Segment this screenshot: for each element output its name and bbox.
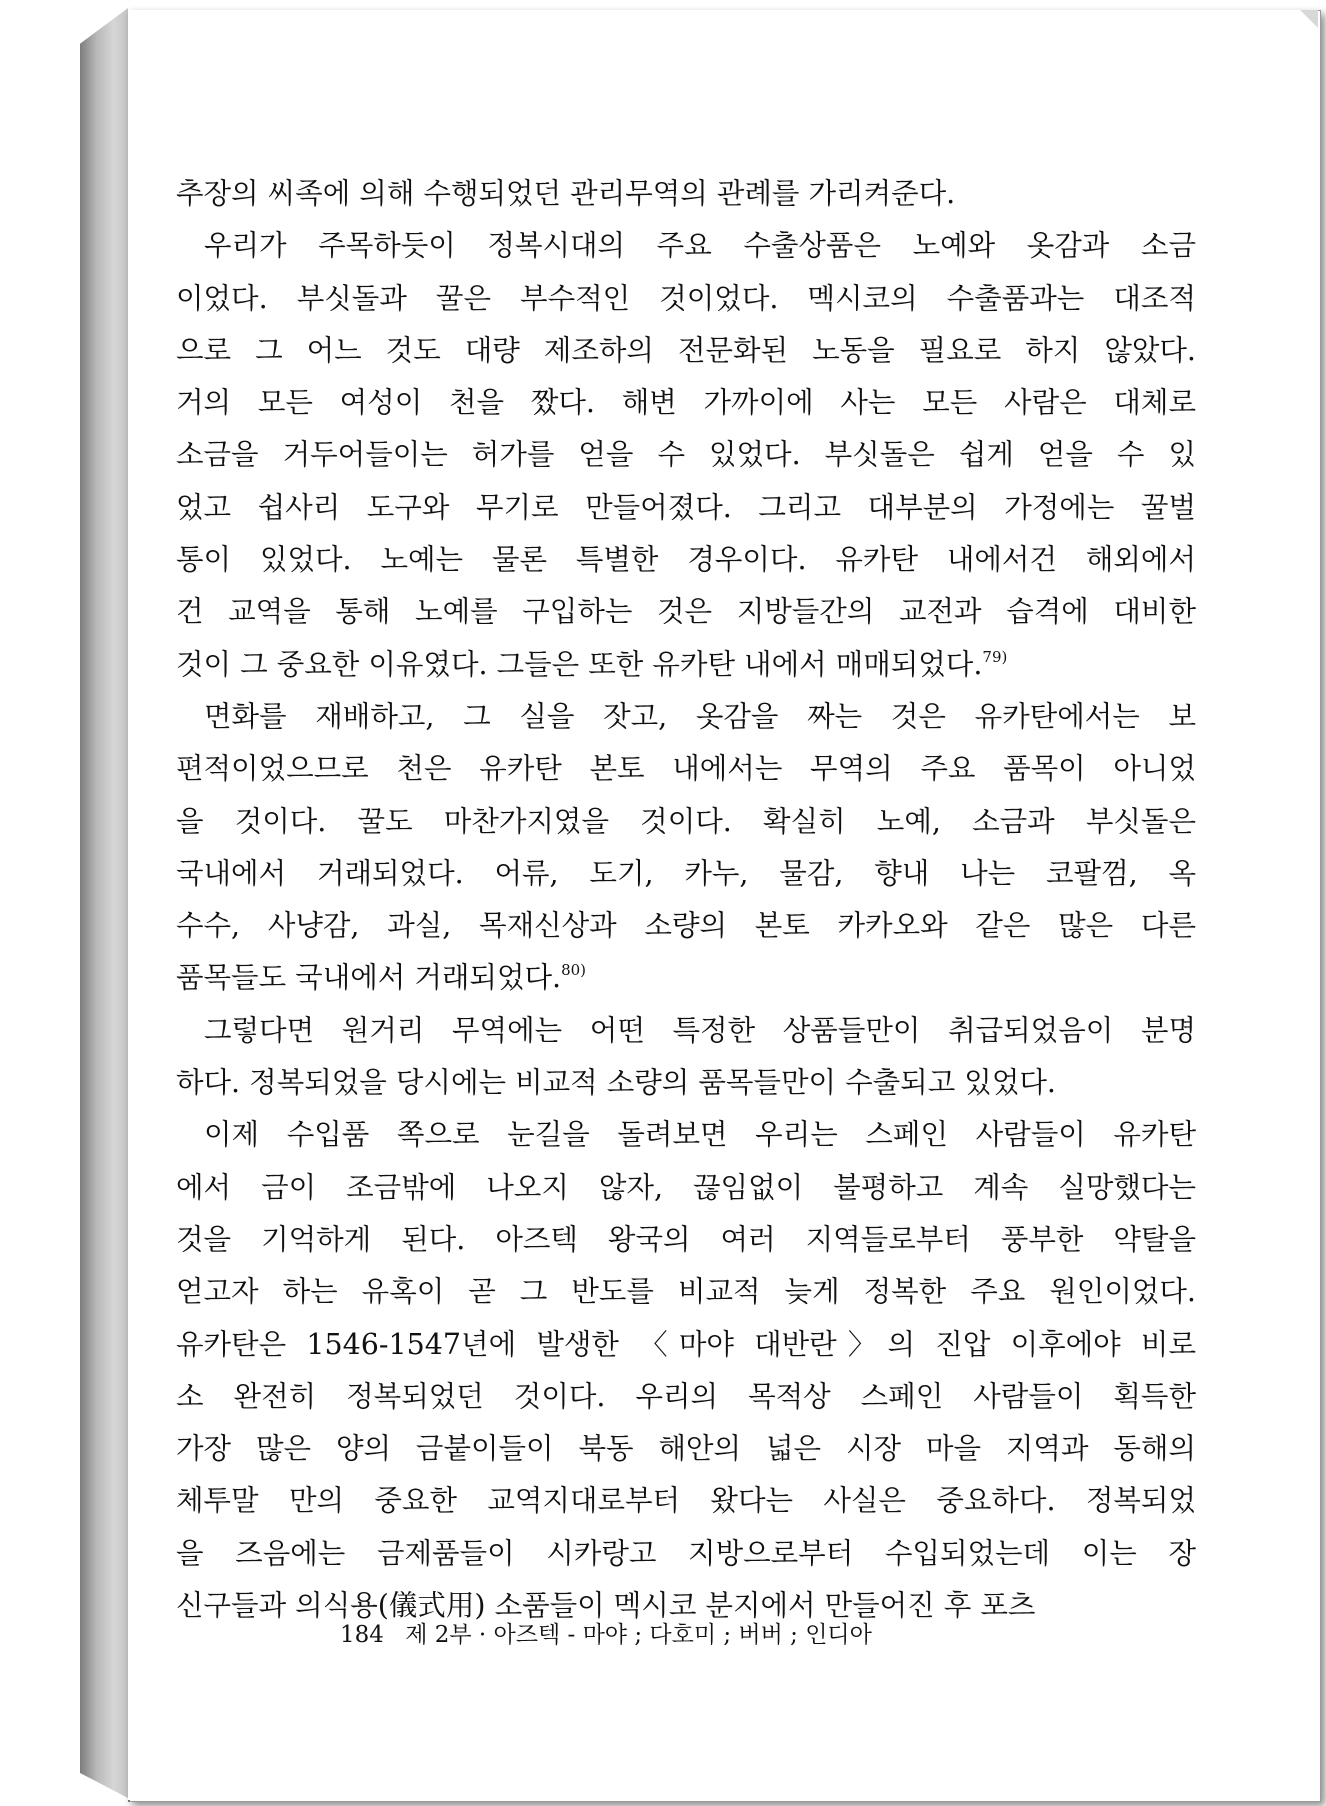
text-line [176,273,1196,325]
text-line [176,743,1196,795]
text-line [176,1266,1196,1318]
text-line-content: 얻고자 하는 유혹이 곧 그 반도를 비교적 늦게 정복한 주요 원인이었다. [176,1275,1196,1309]
book-spine-edge [80,8,128,1798]
page-body-text [176,168,1196,1632]
text-line-content: 체투말 만의 중요한 교역지대로부터 왔다는 사실은 중요하다. 정복되었 [176,1484,1196,1518]
text-line-content: 었고 쉽사리 도구와 무기로 만들어졌다. 그리고 대부분의 가정에는 꿀벌 [176,490,1196,524]
text-line-content: 건 교역을 통해 노예를 구입하는 것은 지방들간의 교전과 습격에 대비한 [176,595,1196,629]
text-line [176,691,1196,743]
text-line-content: 면화를 재배하고, 그 실을 잣고, 옷감을 짜는 것은 유카탄에서는 보 [204,699,1196,733]
text-line-content: 이제 수입품 쪽으로 눈길을 돌려보면 우리는 스페인 사람들이 유카탄 [204,1118,1196,1152]
text-line [176,534,1196,586]
text-line [176,848,1196,900]
text-line [176,1423,1196,1475]
footnote-marker: 79) [982,647,1008,666]
text-line-content: 하다. 정복되었을 당시에는 비교적 소량의 품목들만이 수출되고 있었다. [176,1066,1056,1100]
text-line [176,900,1196,952]
text-line [176,429,1196,481]
text-line-content: 것을 기억하게 된다. 아즈텍 왕국의 여러 지역들로부터 풍부한 약탈을 [176,1222,1196,1256]
page-number: 184 [340,1622,384,1648]
text-line [176,1371,1196,1423]
text-line-content: 수수, 사냥감, 과실, 목재신상과 소량의 본토 카카오와 같은 많은 다른 [176,909,1196,943]
text-line [176,952,1196,1004]
text-line-content: 품목들도 국내에서 거래되었다. [176,961,562,995]
text-line-content: 을 것이다. 꿀도 마찬가지였을 것이다. 확실히 노예, 소금과 부싯돌은 [176,804,1196,838]
text-line-content: 소 완전히 정복되었던 것이다. 우리의 목적상 스페인 사람들이 획득한 [176,1379,1196,1413]
text-line-content: 우리가 주목하듯이 정복시대의 주요 수출상품은 노예와 옷감과 소금 [204,229,1196,263]
text-line-content: 유카탄은 1546-1547년에 발생한 〈마야 대반란〉의 진압 이후에야 비로 [176,1327,1196,1361]
text-line-content: 소금을 거두어들이는 허가를 얻을 수 있었다. 부싯돌은 쉽게 얻을 수 있 [176,438,1196,472]
text-line [176,796,1196,848]
text-line [176,1109,1196,1161]
text-line [176,220,1196,272]
text-line-content: 가장 많은 양의 금붙이들이 북동 해안의 넓은 시장 마을 지역과 동해의 [176,1432,1196,1466]
text-line-content: 그렇다면 원거리 무역에는 어떤 특정한 상품들만이 취급되었음이 분명 [204,1013,1196,1047]
text-line-content: 에서 금이 조금밖에 나오지 않자, 끊임없이 불평하고 계속 실망했다는 [176,1170,1196,1204]
page-corner [1300,10,1318,28]
text-line [176,1214,1196,1266]
text-line-content: 편적이었으므로 천은 유카탄 본토 내에서는 무역의 주요 품목이 아니었 [176,752,1196,786]
text-line [176,377,1196,429]
text-line-content: 국내에서 거래되었다. 어류, 도기, 카누, 물감, 향내 나는 코팔껌, 옥 [176,856,1196,890]
footnote-marker: 80) [561,961,587,980]
text-line [176,1528,1196,1580]
page-footer [340,1616,872,1649]
text-line [176,1005,1196,1057]
text-line [176,325,1196,377]
text-line-content: 을 즈음에는 금제품들이 시카랑고 지방으로부터 수입되었는데 이는 장 [176,1536,1196,1570]
text-line-content: 신구들과 의식용(儀式用) 소품들이 멕시코 분지에서 만들어진 후 포츠 [176,1589,1036,1623]
text-line [176,586,1196,638]
text-line-content: 거의 모든 여성이 천을 짰다. 해변 가까이에 사는 모든 사람은 대체로 [176,386,1196,420]
text-line [176,1162,1196,1214]
text-line-content: 통이 있었다. 노예는 물론 특별한 경우이다. 유카탄 내에서건 해외에서 [176,543,1196,577]
running-title: 제 2부 · 아즈텍 - 마야 ; 다호미 ; 버버 ; 인디아 [405,1622,872,1648]
text-line [176,1319,1196,1371]
text-line [176,1475,1196,1527]
text-line-content: 것이 그 중요한 이유였다. 그들은 또한 유카탄 내에서 매매되었다. [176,647,983,681]
text-line [176,168,1196,220]
text-line [176,1057,1196,1109]
text-line [176,639,1196,691]
text-line [176,482,1196,534]
text-line-content: 이었다. 부싯돌과 꿀은 부수적인 것이었다. 멕시코의 수출품과는 대조적 [176,281,1196,315]
text-line-content: 추장의 씨족에 의해 수행되었던 관리무역의 관례를 가리켜준다. [176,177,956,210]
text-line-content: 으로 그 어느 것도 대량 제조하의 전문화된 노동을 필요로 하지 않았다. [176,333,1196,367]
